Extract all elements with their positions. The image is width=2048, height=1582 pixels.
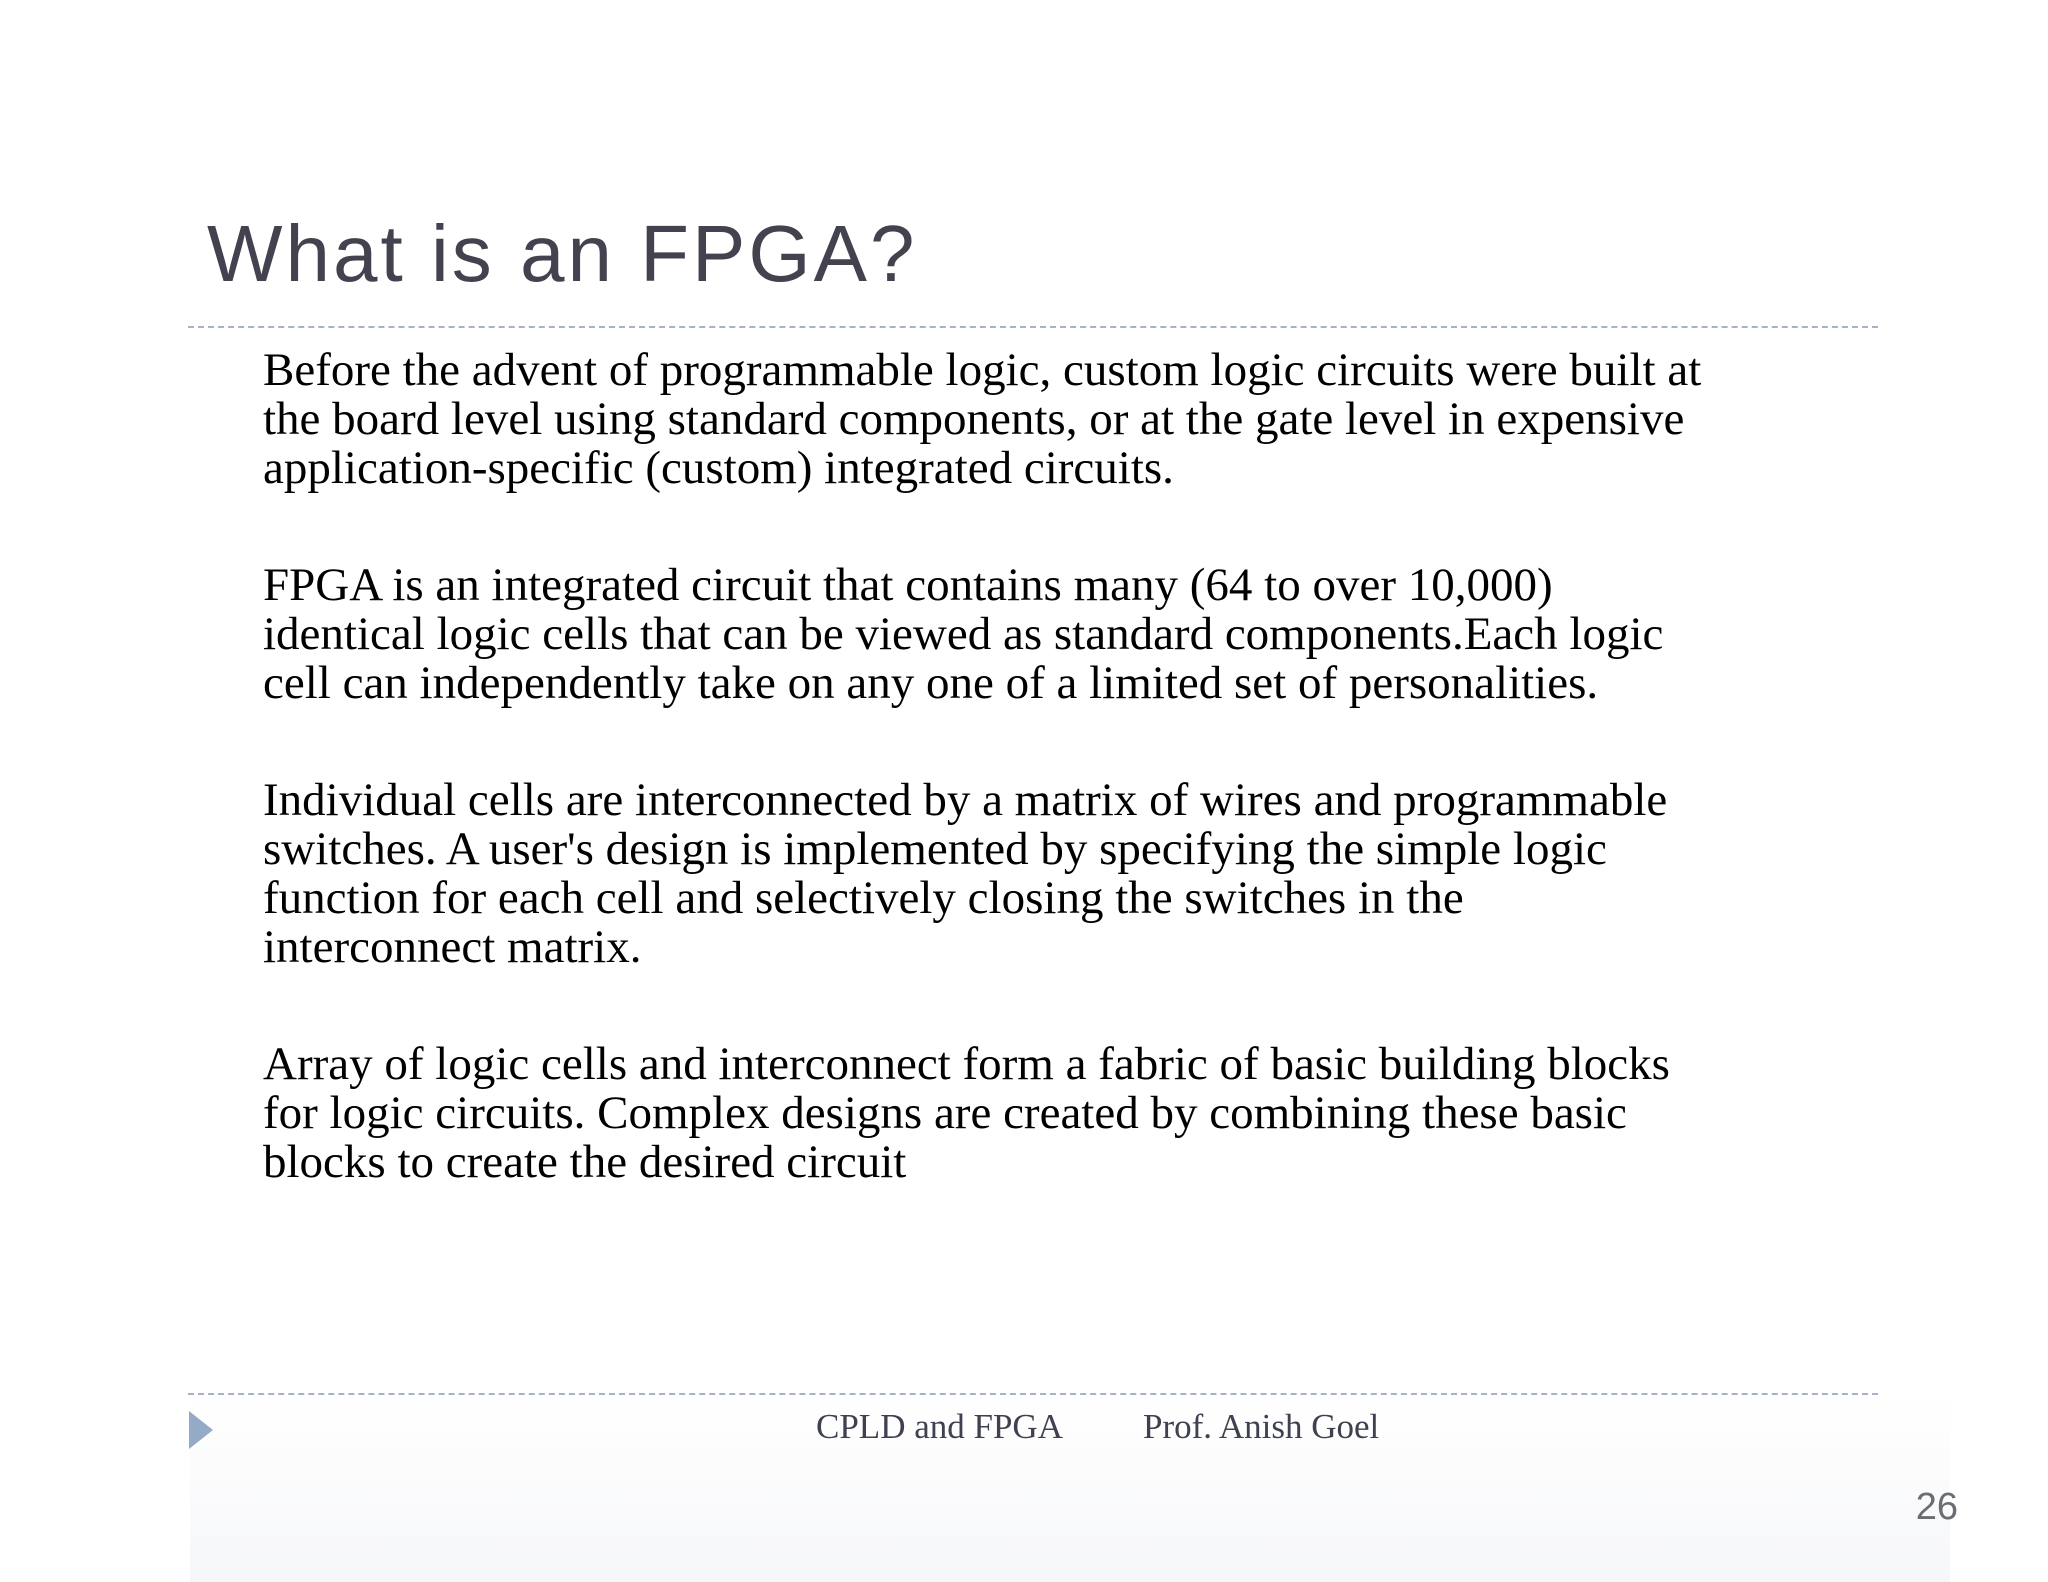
paragraph-fpga-definition: FPGA is an integrated circuit that contains many (64 to over 10,000) identical logic cells that can be viewed as standard components.Each logic cell can independently take on any one of a limited set of personalities.	[263, 559, 1664, 709]
footer-author: Prof. Anish Goel	[1143, 1407, 1380, 1446]
triangle-right-icon	[189, 1411, 213, 1449]
page-number: 26	[1915, 1486, 1958, 1528]
paragraph-programmable-logic-history: Before the advent of programmable logic, custom logic circuits were built at the board level using standard components, or at the gate level in expensive application-specific (custom) integrated circuits.	[263, 344, 1702, 494]
footer-divider	[188, 1393, 1878, 1395]
title-divider	[188, 326, 1878, 328]
paragraph-interconnect-matrix: Individual cells are interconnected by a matrix of wires and programmable switches. A user's design is implemented by specifying the simple logic function for each cell and selectively closing the switches in the interconnect matrix.	[263, 774, 1668, 973]
footer-background	[190, 1395, 1950, 1582]
paragraph-logic-fabric: Array of logic cells and interconnect form a fabric of basic building blocks for logic circuits. Complex designs are created by combining these basic blocks to create the desired circuit	[263, 1038, 1670, 1188]
footer-course-title: CPLD and FPGA	[816, 1407, 1063, 1446]
slide-title: What is an FPGA?	[207, 209, 918, 298]
slide-body	[263, 346, 1883, 1187]
